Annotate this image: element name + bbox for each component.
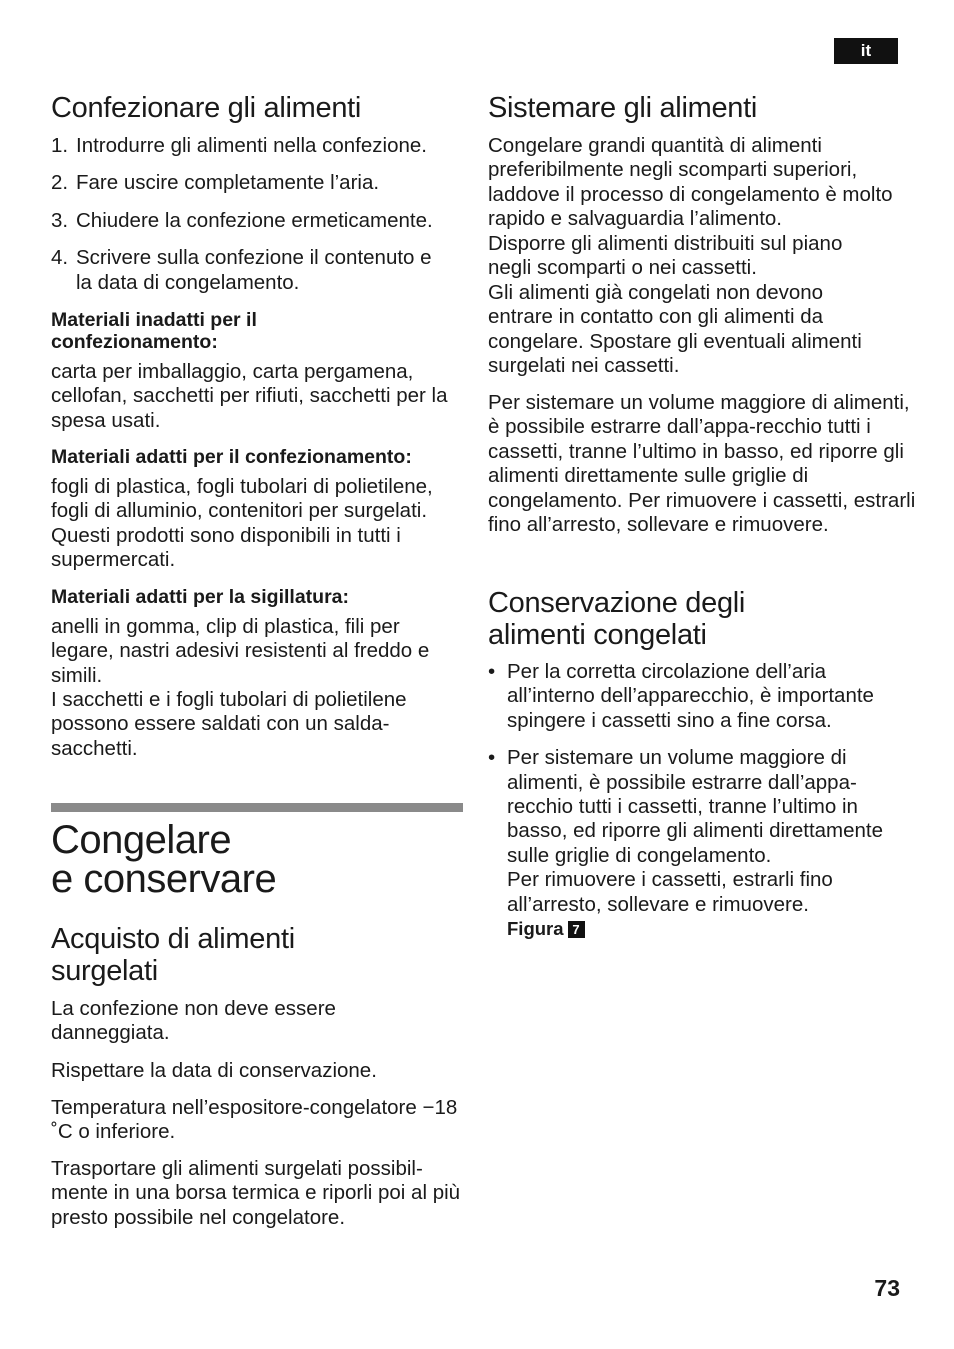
step-number: 2. [51,171,69,195]
packaging-steps [51,134,461,295]
step-text: Fare uscire completamente l’aria. [76,171,380,195]
sealing-materials-heading: Materiali adatti per la sigillatura: [51,586,350,608]
arranging-paragraph: Congelare grandi quantità di alimenti preferibilmente negli scomparti superiori, laddove il processo di congelamento è molto rapido e salvaguardia l’alimento. [488,134,893,231]
chapter-title-line: Congelare [51,818,232,862]
buying-paragraph: Rispettare la data di conservazione. [51,1059,377,1082]
suitable-materials-heading: Materiali adatti per il confezionamento: [51,446,412,468]
chapter-divider [51,803,463,812]
chapter-title-line: e conservare [51,857,277,901]
bullet-dot-icon: • [488,746,496,770]
step-number: 3. [51,208,69,232]
step-text: Introdurre gli alimenti nella confezione. [76,134,427,157]
buying-heading: Acquisto di alimenti surgelati [51,923,295,987]
step-item [51,246,461,295]
step-item [51,209,461,233]
language-tab: it [834,38,898,64]
buying-paragraph: La confezione non deve essere danneggiata. [51,997,336,1045]
step-number: 1. [51,134,69,157]
arranging-heading: Sistemare gli alimenti [488,92,757,124]
step-item [51,171,461,195]
figure-reference [507,917,918,941]
storage-heading: Conservazione degli alimenti congelati [488,587,746,651]
unsuitable-materials-heading: Materiali inadatti per il confezionamento: [51,309,257,353]
step-number: 4. [51,246,69,270]
arranging-paragraph: Disporre gli alimenti distribuiti sul piano negli scomparti o nei cassetti. [488,232,843,280]
storage-bullets [488,660,918,941]
arranging-paragraph: Per sistemare un volume maggiore di alimenti, è possibile estrarre dall’appa-recchio tutti i cassetti, tranne l’ultimo in basso, ed riporre gli alimenti direttamente sulle griglie di congelamento. Per rimuovere i cassetti, estrarli fino all’arresto, sollevare e rimuovere. [488,391,916,537]
figure-number-badge: 7 [568,921,585,938]
unsuitable-materials-text: carta per imballaggio, carta pergamena, cellofan, sacchetti per rifiuti, sacchetti per la spesa usati. [51,360,448,432]
page-number: 73 [874,1275,900,1301]
sealing-note-text: I sacchetti e i fogli tubolari di polietilene possono essere saldati con un salda-sacchetti. [51,688,407,760]
bullet-text: Per sistemare un volume maggiore di alimenti, è possibile estrarre dall’appa-recchio tutti i cassetti, tranne l’ultimo in basso, ed riporre gli alimenti direttamente sulle griglie di congelamento. [507,746,884,867]
suitable-materials-text: fogli di plastica, fogli tubolari di polietilene, fogli di alluminio, contenitori per surgelati. Questi prodotti sono disponibili in tutti i supermercati. [51,475,433,572]
arranging-paragraph: Gli alimenti già congelati non devono entrare in contatto con gli alimenti da congelare. Spostare gli eventuali alimenti surgelati nei cassetti. [488,281,862,378]
buying-paragraph: Trasportare gli alimenti surgelati possibil-mente in una borsa termica e riporli poi al più presto possibile nel congelatore. [51,1157,461,1229]
step-item [51,134,461,158]
step-text: Scrivere sulla confezione il contenuto e la data di congelamento. [76,246,432,294]
chapter-title [51,818,461,901]
figure-label: Figura [507,918,564,940]
bullet-text: Per la corretta circolazione dell’aria all’interno dell’apparecchio, è importante spingere i cassetti sino a fine corsa. [507,660,874,732]
bullet-item [488,746,918,941]
bullet-text: Per rimuovere i cassetti, estrarli fino all’arresto, sollevare e rimuovere. [507,868,833,916]
packaging-heading: Confezionare gli alimenti [51,92,362,124]
step-text: Chiudere la confezione ermeticamente. [76,208,433,232]
bullet-dot-icon: • [488,660,496,683]
sealing-materials-text: anelli in gomma, clip di plastica, fili per legare, nastri adesivi resistenti al freddo e simili. [51,615,430,687]
buying-paragraph: Temperatura nell’espositore-congelatore −18 ˚C o inferiore. [51,1096,458,1144]
bullet-item [488,660,918,733]
